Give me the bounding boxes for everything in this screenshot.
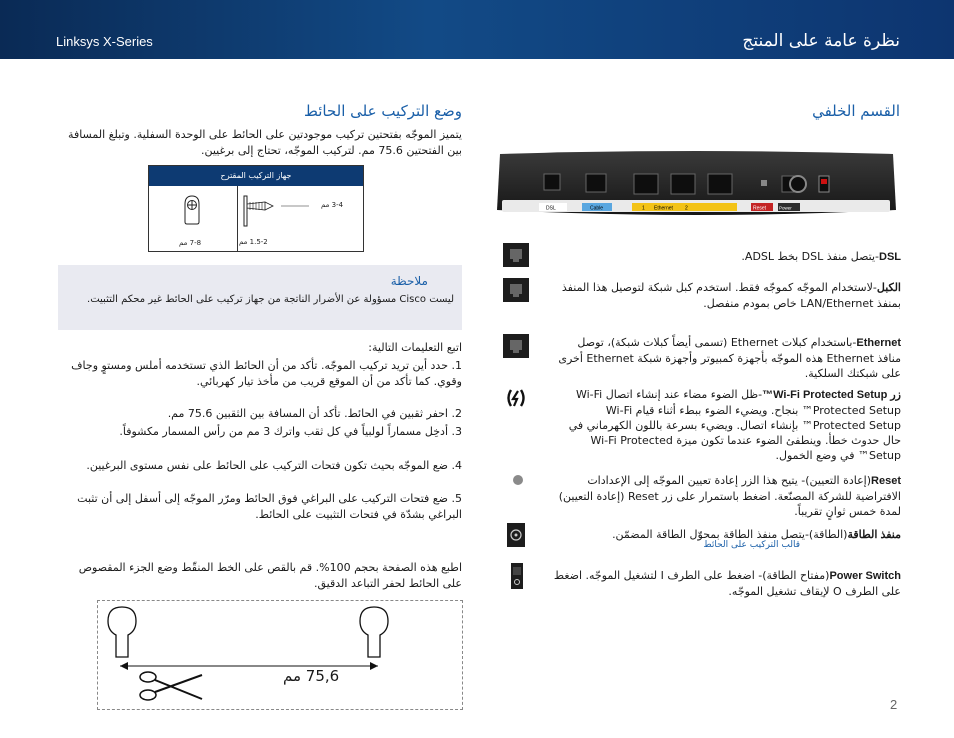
router-label-port-2: 2 — [685, 205, 688, 212]
note-text: ليست Cisco مسؤولة عن الأضرار الناتجة من جهاز تركيب على الحائط غير محكم التثبيت. — [87, 294, 454, 305]
dsl-title: DSL — [879, 251, 901, 263]
mount-step-2: 2. احفر ثقبين في الحائط. تأكد أن المسافة بين الثقبين 75.6 مم. — [167, 407, 462, 420]
wps-desc: -ظل الضوء مضاء عند إنشاء اتصال Wi-Fi Protected Setup™ بنجاح. ويضيء الضوء ببطء أثناء قيام Wi-Fi Protected Setup™ بإنشاء اتصال. ويضيء بسرعة باللون الكهرماني في حال حدوث خطأ. وينطفئ الضوء عندما تكون ميزة Wi-Fi Protected Setup™ في وضع الخمول. — [568, 388, 901, 462]
power-switch-title: Power Switch — [829, 570, 901, 582]
ethernet-title: Ethernet — [856, 337, 901, 349]
screw-shank-dimension: 1.5-2 مم — [239, 238, 268, 246]
power-port-icon — [503, 523, 529, 547]
steps-title: اتبع التعليمات التالية: — [368, 341, 462, 354]
keyhole-left-icon — [104, 605, 140, 661]
router-label-cable: Cable — [590, 205, 604, 212]
power-switch-desc: (مفتاح الطاقة)- اضغط على الطرف I لتشغيل الموجّه. اضغط على الطرف O لإيقاف تشغيل الموجّه. — [553, 569, 901, 598]
hardware-table-header: جهاز التركيب المقترح — [149, 166, 363, 186]
mounting-template — [97, 600, 463, 710]
screw-side-icon — [241, 194, 281, 230]
wall-mount-heading: وضع التركيب على الحائط — [303, 102, 462, 120]
scissors-icon — [138, 667, 204, 707]
ethernet-port-icon — [503, 334, 529, 358]
mount-step-1: 1. حدد أين تريد تركيب الموجّه. تأكد من أن الحائط الذي تستخدمه أملس ومستوٍ وجاف وقوي. كما تأكد من أن الموقع قريب من مأخذ تيار كهربائي. — [71, 359, 462, 388]
router-label-power: Power — [779, 205, 792, 211]
reset-button-icon — [503, 472, 529, 490]
template-label: قالب التركيب على الحائط — [703, 540, 800, 550]
ethernet-desc: -باستخدام كبلات Ethernet (تسمى أيضاً كبلات شبكة)، توصل منافذ Ethernet هذه الموجّه بأجهزة كمبيوتر وأجهزة شبكة Ethernet أخرى على شبكتك السلكية. — [558, 336, 901, 380]
router-rear-image — [494, 150, 899, 220]
screw-head-icon — [182, 194, 202, 226]
reset-title: Reset — [871, 475, 901, 487]
note-box — [58, 265, 462, 330]
router-label-port-1: 1 — [642, 205, 645, 212]
page-number: 2 — [890, 697, 898, 712]
brand-label: Linksys X-Series — [56, 34, 153, 49]
cable-port-icon — [503, 278, 529, 302]
dsl-port-icon — [503, 243, 529, 267]
dsl-desc: -يتصل منفذ DSL بخط ADSL. — [741, 250, 879, 263]
page-title: نظرة عامة على المنتج — [742, 31, 900, 51]
power-switch-icon — [503, 563, 529, 591]
router-label-dsl: DSL — [546, 205, 556, 212]
power-port-title: منفذ الطاقة — [847, 529, 901, 541]
mount-step-4: 4. ضع الموجّه بحيث تكون فتحات التركيب على الحائط على نفس مستوى البرغيين. — [86, 459, 462, 472]
rear-panel-heading: القسم الخلفي — [812, 102, 900, 120]
template-text: اطبع هذه الصفحة بحجم 100%. قم بالقص على الخط المنقّط وضع الجزء المقصوص على الحائط لحفر التباعد الدقيق. — [78, 561, 462, 590]
power-port-desc: (الطاقة)-يتصل منفذ الطاقة بمحوّل الطاقة المضمّن. — [612, 528, 848, 541]
wall-mount-intro: يتميز الموجّه بفتحتين تركيب موجودتين على الحائط على الوحدة السفلية. وتبلغ المسافة بين الفتحتين 75.6 مم. لتركيب الموجّه، تحتاج إلى برغيين. — [68, 128, 462, 157]
router-label-reset: Reset — [753, 205, 767, 212]
page-header — [0, 0, 954, 59]
reset-desc: (إعادة التعيين)- يتيح هذا الزر إعادة تعيين الموجّه إلى الإعدادات الافتراضية للشركة المصنّعة. اضغط باستمرار على زر Reset (إعادة التعيين) لمدة خمس ثوانٍ تقريباً. — [558, 474, 901, 518]
mounting-hardware-table — [148, 165, 364, 252]
cable-desc: -لاستخدام الموجّه كموجّه فقط. استخدم كبل شبكة لتوصيل هذا المنفذ بمنفذ LAN/Ethernet خاص بمودم منفصل. — [561, 281, 901, 310]
wps-title: زر Wi-Fi Protected Setup™ — [762, 389, 901, 401]
keyhole-right-icon — [356, 605, 392, 661]
cable-title: الكبل — [876, 282, 901, 294]
screw-length-dimension: 7-8 مم — [179, 239, 202, 247]
mount-step-3: 3. أدخِل مسماراً لولبياً في كل ثقب واترك 3 مم من رأس المسمار مكشوفاً. — [119, 425, 462, 438]
mount-step-5: 5. ضع فتحات التركيب على البراغي فوق الحائط ومرّر الموجّه إلى أسفل إلى أن تثبت البراغي بشدّة في فتحات التثبيت على الحائط. — [77, 492, 462, 521]
note-title: ملاحظة — [390, 274, 428, 288]
wps-icon — [503, 386, 529, 410]
template-distance: 75,6 مم — [283, 667, 340, 685]
router-label-ethernet: Ethernet — [654, 205, 673, 212]
screw-head-dimension: 3-4 مم — [321, 201, 344, 209]
